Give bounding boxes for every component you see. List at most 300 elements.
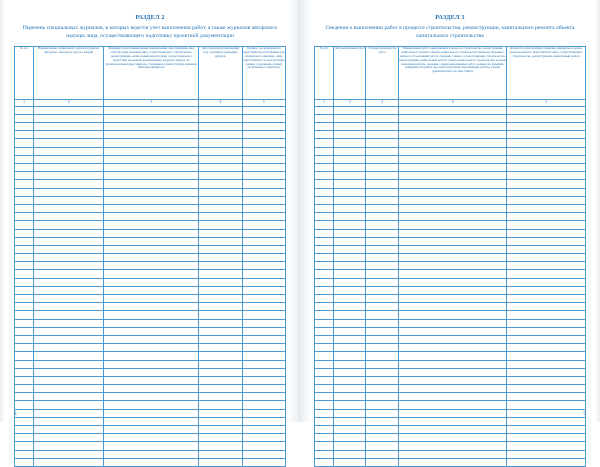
table-row[interactable] [15,295,286,303]
table-cell[interactable] [15,385,34,393]
table-cell[interactable] [104,393,199,401]
table-cell[interactable] [333,245,366,253]
table-cell[interactable] [199,450,242,458]
table-cell[interactable] [333,164,366,172]
table-cell[interactable] [33,401,103,409]
table-cell[interactable] [15,123,34,131]
table-cell[interactable] [33,229,103,237]
table-cell[interactable] [242,360,285,368]
table-cell[interactable] [399,254,507,262]
table-cell[interactable] [242,147,285,155]
table-cell[interactable] [15,262,34,270]
table-row[interactable] [315,278,586,286]
table-cell[interactable] [399,139,507,147]
table-row[interactable] [15,368,286,376]
table-cell[interactable] [33,409,103,417]
table-cell[interactable] [333,204,366,212]
table-cell[interactable] [15,106,34,114]
table-cell[interactable] [507,114,586,122]
table-row[interactable] [15,254,286,262]
table-row[interactable] [315,295,586,303]
table-cell[interactable] [366,180,399,188]
table-cell[interactable] [104,360,199,368]
table-cell[interactable] [104,114,199,122]
table-cell[interactable] [33,295,103,303]
table-cell[interactable] [199,417,242,425]
table-cell[interactable] [333,360,366,368]
table-cell[interactable] [242,335,285,343]
table-cell[interactable] [104,327,199,335]
table-cell[interactable] [315,278,334,286]
table-row[interactable] [315,245,586,253]
table-row[interactable] [15,213,286,221]
table-cell[interactable] [333,335,366,343]
table-cell[interactable] [399,401,507,409]
table-cell[interactable] [366,196,399,204]
table-cell[interactable] [333,376,366,384]
table-cell[interactable] [33,270,103,278]
table-cell[interactable] [507,106,586,114]
table-cell[interactable] [33,245,103,253]
table-cell[interactable] [15,295,34,303]
table-row[interactable] [315,385,586,393]
table-cell[interactable] [15,270,34,278]
table-cell[interactable] [366,385,399,393]
table-cell[interactable] [15,311,34,319]
table-cell[interactable] [333,450,366,458]
table-cell[interactable] [33,164,103,172]
table-cell[interactable] [104,319,199,327]
table-cell[interactable] [507,311,586,319]
table-cell[interactable] [242,385,285,393]
table-cell[interactable] [104,434,199,442]
table-cell[interactable] [104,409,199,417]
table-cell[interactable] [33,303,103,311]
table-cell[interactable] [104,286,199,294]
table-row[interactable] [315,303,586,311]
table-cell[interactable] [242,262,285,270]
table-cell[interactable] [507,385,586,393]
table-cell[interactable] [399,172,507,180]
table-row[interactable] [315,164,586,172]
table-cell[interactable] [33,458,103,466]
table-cell[interactable] [199,376,242,384]
table-cell[interactable] [399,360,507,368]
table-row[interactable] [15,270,286,278]
table-cell[interactable] [507,221,586,229]
table-cell[interactable] [15,196,34,204]
table-cell[interactable] [199,262,242,270]
table-cell[interactable] [33,360,103,368]
table-row[interactable] [15,458,286,466]
table-row[interactable] [15,327,286,335]
table-cell[interactable] [366,319,399,327]
table-cell[interactable] [366,139,399,147]
table-cell[interactable] [333,106,366,114]
table-cell[interactable] [104,196,199,204]
table-cell[interactable] [199,180,242,188]
table-cell[interactable] [15,376,34,384]
table-cell[interactable] [15,393,34,401]
table-cell[interactable] [333,262,366,270]
table-cell[interactable] [104,368,199,376]
table-cell[interactable] [33,106,103,114]
table-row[interactable] [15,245,286,253]
table-cell[interactable] [33,344,103,352]
table-cell[interactable] [366,229,399,237]
table-cell[interactable] [199,213,242,221]
table-cell[interactable] [15,450,34,458]
table-row[interactable] [315,401,586,409]
table-cell[interactable] [333,180,366,188]
table-cell[interactable] [33,286,103,294]
table-cell[interactable] [507,270,586,278]
table-cell[interactable] [333,237,366,245]
table-row[interactable] [315,221,586,229]
table-cell[interactable] [104,172,199,180]
table-cell[interactable] [104,221,199,229]
table-cell[interactable] [507,204,586,212]
table-row[interactable] [315,434,586,442]
table-cell[interactable] [242,417,285,425]
table-cell[interactable] [399,458,507,466]
table-cell[interactable] [333,319,366,327]
table-cell[interactable] [33,172,103,180]
table-cell[interactable] [15,245,34,253]
table-cell[interactable] [33,123,103,131]
table-row[interactable] [315,204,586,212]
table-cell[interactable] [399,385,507,393]
table-cell[interactable] [333,327,366,335]
table-cell[interactable] [507,434,586,442]
table-cell[interactable] [366,221,399,229]
table-cell[interactable] [399,327,507,335]
table-row[interactable] [15,393,286,401]
table-row[interactable] [315,139,586,147]
table-row[interactable] [15,442,286,450]
table-cell[interactable] [199,147,242,155]
table-row[interactable] [315,155,586,163]
table-cell[interactable] [315,123,334,131]
table-row[interactable] [315,270,586,278]
table-cell[interactable] [366,213,399,221]
table-cell[interactable] [104,262,199,270]
table-row[interactable] [15,106,286,114]
table-row[interactable] [315,426,586,434]
table-row[interactable] [15,278,286,286]
table-row[interactable] [15,286,286,294]
table-cell[interactable] [399,131,507,139]
table-cell[interactable] [33,426,103,434]
table-cell[interactable] [366,401,399,409]
table-cell[interactable] [333,401,366,409]
table-cell[interactable] [15,254,34,262]
table-row[interactable] [15,155,286,163]
table-cell[interactable] [507,335,586,343]
table-cell[interactable] [507,344,586,352]
table-cell[interactable] [315,172,334,180]
table-cell[interactable] [507,131,586,139]
table-row[interactable] [315,237,586,245]
table-row[interactable] [15,426,286,434]
table-cell[interactable] [399,270,507,278]
table-cell[interactable] [399,352,507,360]
table-cell[interactable] [366,344,399,352]
table-cell[interactable] [366,262,399,270]
table-cell[interactable] [366,442,399,450]
table-row[interactable] [315,196,586,204]
table-cell[interactable] [242,245,285,253]
table-cell[interactable] [33,254,103,262]
table-cell[interactable] [104,147,199,155]
table-cell[interactable] [15,327,34,335]
table-cell[interactable] [15,401,34,409]
table-cell[interactable] [242,114,285,122]
table-cell[interactable] [366,123,399,131]
table-cell[interactable] [315,303,334,311]
table-cell[interactable] [315,385,334,393]
table-cell[interactable] [242,213,285,221]
table-cell[interactable] [199,327,242,335]
table-cell[interactable] [33,434,103,442]
table-cell[interactable] [242,229,285,237]
table-cell[interactable] [104,204,199,212]
table-cell[interactable] [366,376,399,384]
table-cell[interactable] [15,426,34,434]
table-cell[interactable] [33,147,103,155]
table-cell[interactable] [242,172,285,180]
table-cell[interactable] [199,155,242,163]
table-cell[interactable] [399,123,507,131]
table-cell[interactable] [242,368,285,376]
table-cell[interactable] [315,344,334,352]
table-row[interactable] [15,417,286,425]
table-cell[interactable] [399,262,507,270]
table-cell[interactable] [242,319,285,327]
table-row[interactable] [15,360,286,368]
table-cell[interactable] [199,295,242,303]
table-cell[interactable] [104,254,199,262]
table-cell[interactable] [15,434,34,442]
table-cell[interactable] [315,221,334,229]
table-cell[interactable] [242,204,285,212]
table-cell[interactable] [104,401,199,409]
table-cell[interactable] [199,106,242,114]
table-cell[interactable] [399,344,507,352]
table-cell[interactable] [399,237,507,245]
table-cell[interactable] [104,106,199,114]
table-cell[interactable] [399,106,507,114]
table-row[interactable] [15,139,286,147]
table-cell[interactable] [242,106,285,114]
table-cell[interactable] [104,344,199,352]
table-cell[interactable] [366,164,399,172]
table-cell[interactable] [333,442,366,450]
table-cell[interactable] [242,303,285,311]
table-cell[interactable] [366,188,399,196]
table-cell[interactable] [242,188,285,196]
table-cell[interactable] [33,319,103,327]
table-cell[interactable] [366,409,399,417]
table-cell[interactable] [199,139,242,147]
table-cell[interactable] [333,417,366,425]
table-cell[interactable] [242,221,285,229]
table-cell[interactable] [333,458,366,466]
table-cell[interactable] [333,221,366,229]
table-cell[interactable] [366,434,399,442]
table-row[interactable] [315,172,586,180]
table-cell[interactable] [315,204,334,212]
table-cell[interactable] [399,188,507,196]
table-cell[interactable] [315,335,334,343]
table-cell[interactable] [15,335,34,343]
table-row[interactable] [15,188,286,196]
table-cell[interactable] [399,278,507,286]
table-cell[interactable] [333,155,366,163]
table-cell[interactable] [199,434,242,442]
table-cell[interactable] [315,245,334,253]
table-cell[interactable] [366,327,399,335]
table-cell[interactable] [315,147,334,155]
table-cell[interactable] [104,303,199,311]
table-cell[interactable] [333,434,366,442]
table-cell[interactable] [366,352,399,360]
table-cell[interactable] [33,262,103,270]
table-cell[interactable] [507,237,586,245]
table-cell[interactable] [333,426,366,434]
table-cell[interactable] [333,188,366,196]
table-cell[interactable] [333,409,366,417]
table-cell[interactable] [104,213,199,221]
table-cell[interactable] [315,409,334,417]
table-row[interactable] [315,311,586,319]
table-cell[interactable] [366,237,399,245]
table-cell[interactable] [15,147,34,155]
table-cell[interactable] [33,352,103,360]
table-cell[interactable] [15,319,34,327]
table-cell[interactable] [399,393,507,401]
table-cell[interactable] [399,245,507,253]
table-cell[interactable] [366,450,399,458]
table-cell[interactable] [507,450,586,458]
table-cell[interactable] [507,409,586,417]
table-cell[interactable] [33,131,103,139]
table-cell[interactable] [399,426,507,434]
table-row[interactable] [315,409,586,417]
table-cell[interactable] [199,360,242,368]
table-row[interactable] [315,327,586,335]
table-cell[interactable] [366,368,399,376]
table-cell[interactable] [366,426,399,434]
table-cell[interactable] [399,221,507,229]
table-cell[interactable] [333,344,366,352]
table-cell[interactable] [333,196,366,204]
table-row[interactable] [315,442,586,450]
table-cell[interactable] [333,114,366,122]
table-cell[interactable] [333,139,366,147]
table-cell[interactable] [15,352,34,360]
table-cell[interactable] [315,155,334,163]
table-cell[interactable] [399,196,507,204]
table-cell[interactable] [104,426,199,434]
table-cell[interactable] [507,426,586,434]
table-cell[interactable] [33,335,103,343]
table-row[interactable] [15,114,286,122]
table-cell[interactable] [33,417,103,425]
table-row[interactable] [315,180,586,188]
table-cell[interactable] [104,139,199,147]
table-row[interactable] [15,262,286,270]
table-cell[interactable] [399,368,507,376]
table-cell[interactable] [399,164,507,172]
table-row[interactable] [15,352,286,360]
table-cell[interactable] [104,450,199,458]
table-cell[interactable] [366,303,399,311]
table-cell[interactable] [33,139,103,147]
table-cell[interactable] [333,385,366,393]
table-cell[interactable] [315,311,334,319]
table-cell[interactable] [242,164,285,172]
table-row[interactable] [15,401,286,409]
table-cell[interactable] [507,368,586,376]
table-cell[interactable] [199,426,242,434]
table-cell[interactable] [242,254,285,262]
table-cell[interactable] [199,385,242,393]
table-cell[interactable] [333,172,366,180]
table-cell[interactable] [15,442,34,450]
table-cell[interactable] [199,131,242,139]
table-cell[interactable] [399,114,507,122]
table-cell[interactable] [333,254,366,262]
table-cell[interactable] [315,360,334,368]
table-cell[interactable] [104,278,199,286]
table-cell[interactable] [333,131,366,139]
table-cell[interactable] [104,131,199,139]
table-cell[interactable] [366,393,399,401]
table-cell[interactable] [104,458,199,466]
table-row[interactable] [15,434,286,442]
table-cell[interactable] [315,106,334,114]
table-cell[interactable] [199,442,242,450]
table-cell[interactable] [104,180,199,188]
table-cell[interactable] [315,319,334,327]
table-cell[interactable] [104,164,199,172]
table-cell[interactable] [33,450,103,458]
table-row[interactable] [315,344,586,352]
table-cell[interactable] [315,131,334,139]
table-row[interactable] [315,393,586,401]
table-cell[interactable] [315,114,334,122]
table-cell[interactable] [33,237,103,245]
table-row[interactable] [15,229,286,237]
table-cell[interactable] [33,114,103,122]
table-cell[interactable] [242,270,285,278]
table-cell[interactable] [399,434,507,442]
table-cell[interactable] [242,196,285,204]
table-cell[interactable] [199,393,242,401]
table-cell[interactable] [315,139,334,147]
table-cell[interactable] [15,303,34,311]
table-cell[interactable] [33,311,103,319]
table-row[interactable] [15,450,286,458]
table-cell[interactable] [199,286,242,294]
table-cell[interactable] [507,295,586,303]
table-cell[interactable] [315,229,334,237]
table-cell[interactable] [33,196,103,204]
table-cell[interactable] [333,295,366,303]
table-cell[interactable] [315,180,334,188]
table-cell[interactable] [199,270,242,278]
